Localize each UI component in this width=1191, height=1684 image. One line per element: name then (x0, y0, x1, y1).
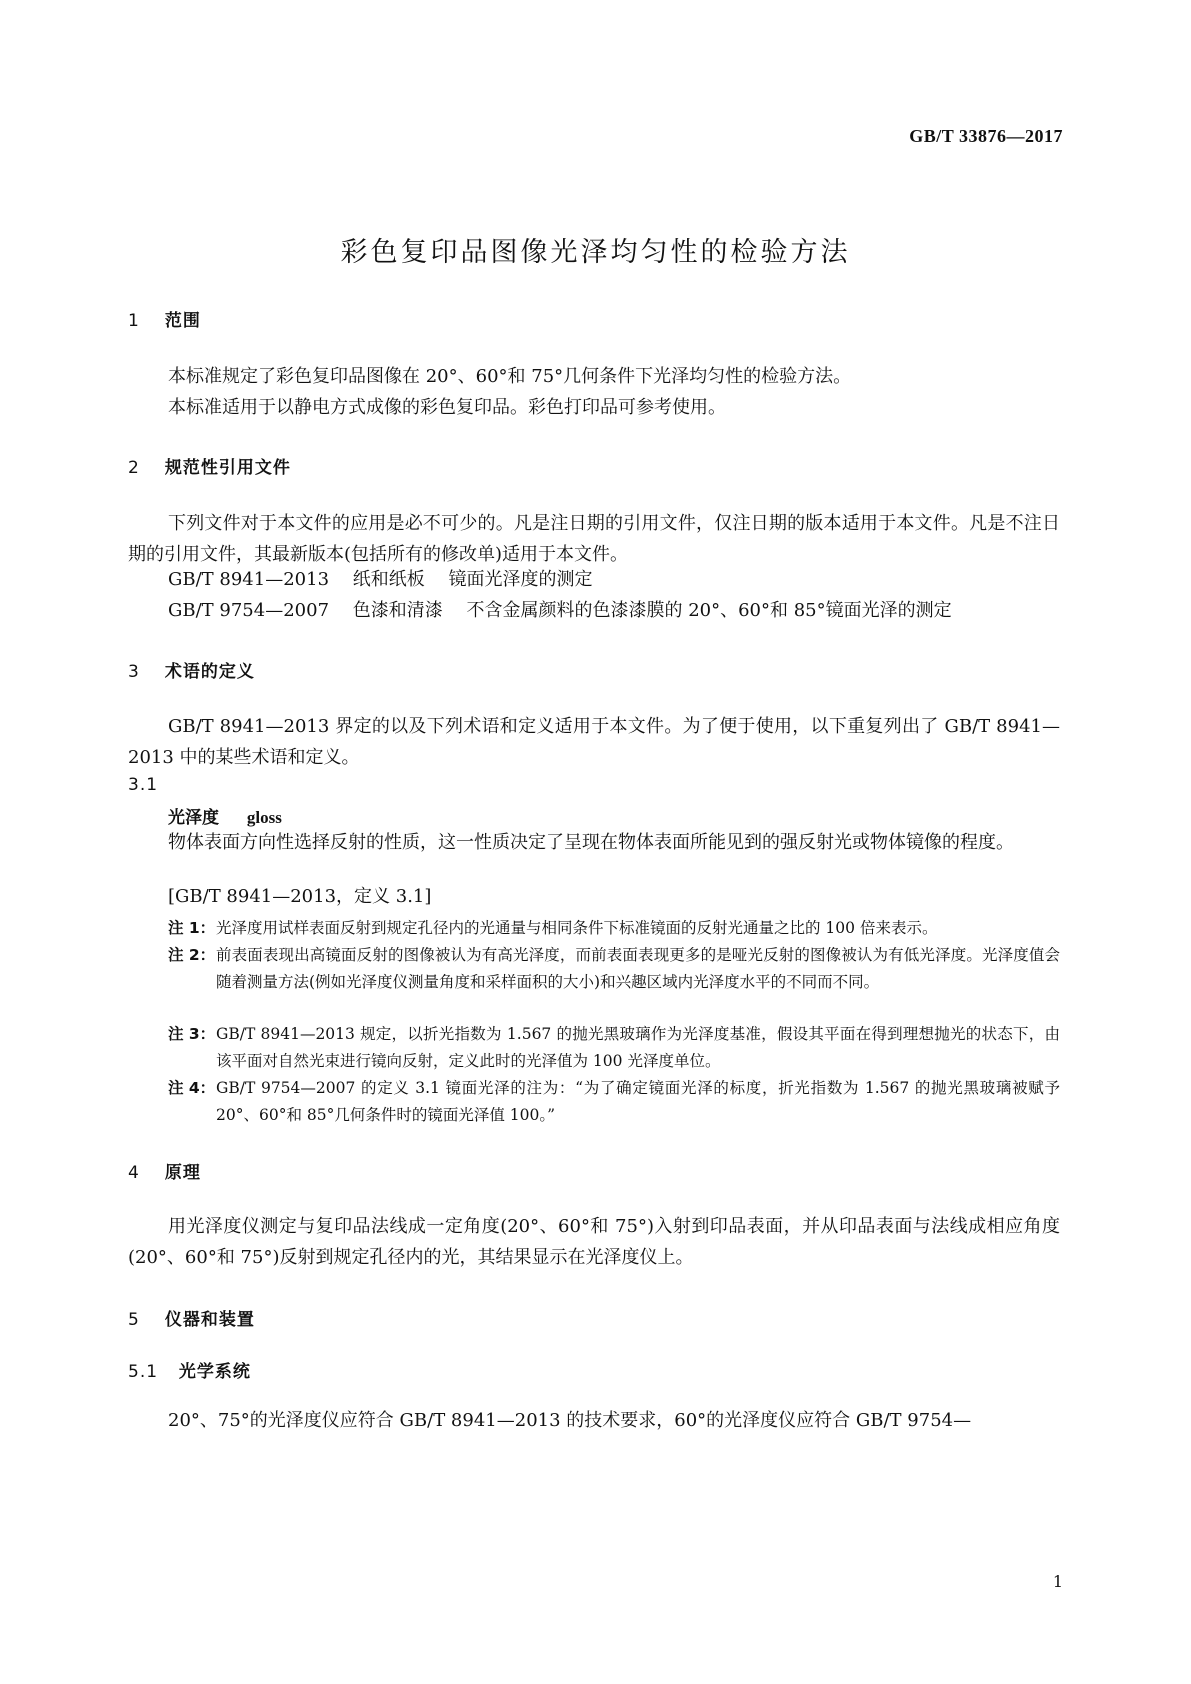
document-title: 彩色复印品图像光泽均匀性的检验方法 (340, 237, 851, 268)
section-title: 范围 (164, 311, 201, 331)
section-number: 5 (128, 1310, 140, 1330)
reference-code: GB/T 9754—2007 (168, 600, 330, 621)
note-item (168, 915, 1060, 942)
note-label: 注 4： (168, 1079, 216, 1097)
section-title: 规范性引用文件 (164, 458, 291, 478)
reference-title-part: 色漆和清漆 (352, 600, 443, 621)
note-item (168, 1021, 1060, 1075)
note-label: 注 2： (168, 946, 216, 964)
note-text: 光泽度用试样表面反射到规定孔径内的光通量与相同条件下标准镜面的反射光通量之比的 100 倍来表示。 (216, 919, 938, 937)
note-item (168, 942, 1060, 996)
note-label: 注 1： (168, 919, 216, 937)
note-text: 前表面表现出高镜面反射的图像被认为有高光泽度，而前表面表现更多的是哑光反射的图像被认为有低光泽度。光泽度值会随着测量方法(例如光泽度仪测量角度和采样面积的大小)和兴趣区域内光泽度水平的不同而不同。 (216, 946, 1060, 991)
section-number: 3 (128, 662, 140, 682)
note-text: GB/T 8941—2013 规定，以折光指数为 1.567 的抛光黑玻璃作为光泽度基准，假设其平面在得到理想抛光的状态下，由该平面对自然光束进行镜向反射，定义此时的光泽值为 100 光泽度单位。 (216, 1025, 1060, 1070)
reference-item (168, 595, 952, 626)
subsection-title: 光学系统 (178, 1362, 251, 1382)
section-number: 1 (128, 311, 140, 331)
subsection-5-1-heading (128, 1357, 251, 1382)
section-1-heading (128, 306, 201, 331)
term-source: [GB/T 8941—2013，定义 3.1] (168, 886, 432, 907)
section-3-heading (128, 657, 255, 682)
note-text: GB/T 9754—2007 的定义 3.1 镜面光泽的注为：“为了确定镜面光泽的标度，折光指数为 1.567 的抛光黑玻璃被赋予 20°、60°和 85°几何条件时的镜面光泽值 100。” (216, 1079, 1060, 1124)
term-definition: 物体表面方向性选择反射的性质，这一性质决定了呈现在物体表面所能见到的强反射光或物体镜像的程度。 (168, 832, 1014, 853)
standard-number: GB/T 33876—2017 (909, 126, 1063, 146)
section-5-paragraph-1: 20°、75°的光泽度仪应符合 GB/T 8941—2013 的技术要求，60°的光泽度仪应符合 GB/T 9754— (168, 1410, 972, 1431)
section-4-paragraph-1: 用光泽度仪测定与复印品法线成一定角度(20°、60°和 75°)入射到印品表面，并从印品表面与法线成相应角度(20°、60°和 75°)反射到规定孔径内的光，其结果显示在光泽度仪上。 (128, 1216, 1060, 1268)
subsection-number: 5.1 (128, 1362, 159, 1382)
reference-title-part: 镜面光泽度的测定 (448, 569, 593, 590)
section-title: 术语的定义 (164, 662, 255, 682)
reference-code: GB/T 8941—2013 (168, 569, 330, 590)
section-2-heading (128, 453, 291, 478)
note-item (168, 1075, 1060, 1129)
section-4-heading (128, 1158, 201, 1183)
reference-title-part: 纸和纸板 (352, 569, 425, 590)
section-3-paragraph-1: GB/T 8941—2013 界定的以及下列术语和定义适用于本文件。为了便于使用，以下重复列出了 GB/T 8941—2013 中的某些术语和定义。 (128, 716, 1060, 768)
term-chinese: 光泽度 (168, 808, 219, 828)
term-heading (168, 803, 282, 828)
term-english: gloss (246, 808, 282, 827)
section-title: 仪器和装置 (164, 1310, 255, 1330)
section-1-paragraph-1: 本标准规定了彩色复印品图像在 20°、60°和 75°几何条件下光泽均匀性的检验方法。 (168, 366, 852, 387)
section-1-paragraph-2: 本标准适用于以静电方式成像的彩色复印品。彩色打印品可参考使用。 (168, 397, 726, 418)
section-2-paragraph-1: 下列文件对于本文件的应用是必不可少的。凡是注日期的引用文件，仅注日期的版本适用于本文件。凡是不注日期的引用文件，其最新版本(包括所有的修改单)适用于本文件。 (128, 513, 1060, 565)
reference-title-part: 不含金属颜料的色漆漆膜的 20°、60°和 85°镜面光泽的测定 (466, 600, 952, 621)
section-number: 2 (128, 458, 140, 478)
page-number: 1 (1052, 1572, 1063, 1591)
section-5-heading (128, 1305, 255, 1330)
section-title: 原理 (164, 1163, 201, 1183)
reference-item (168, 564, 592, 595)
note-label: 注 3： (168, 1025, 216, 1043)
section-number: 4 (128, 1163, 140, 1183)
subsection-3-1-number: 3.1 (128, 775, 159, 795)
